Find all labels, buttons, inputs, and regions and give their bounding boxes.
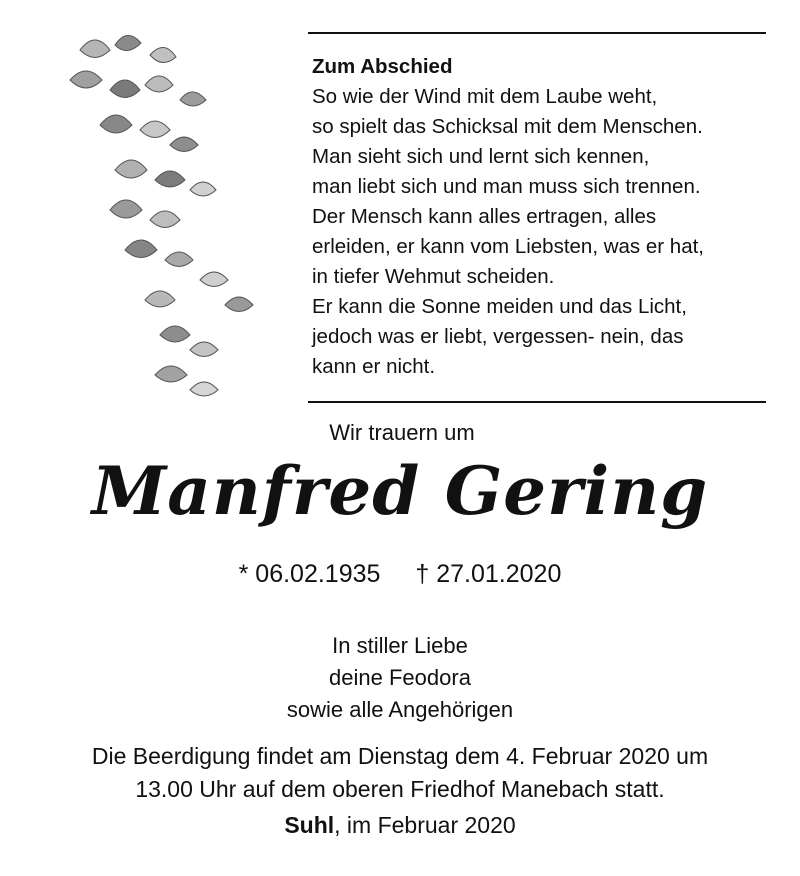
bottom-divider bbox=[308, 401, 766, 403]
poem-title: Zum Abschied bbox=[312, 55, 453, 78]
poem-line: Man sieht sich und lernt sich kennen, bbox=[312, 145, 650, 168]
place-date: , im Februar 2020 bbox=[334, 812, 516, 838]
birth-date: * 06.02.1935 bbox=[238, 560, 381, 588]
life-dates bbox=[0, 560, 800, 589]
mourners bbox=[0, 630, 800, 726]
funeral-line: Die Beerdigung findet am Dienstag dem 4. Februar 2020 um bbox=[91, 743, 709, 769]
intro-text: Wir trauern um bbox=[329, 420, 475, 445]
ivy-leaves-illustration bbox=[40, 20, 280, 410]
place-city: Suhl bbox=[284, 812, 335, 838]
poem-line: So wie der Wind mit dem Laube weht, bbox=[312, 85, 658, 108]
place-and-date bbox=[0, 812, 800, 839]
funeral-notice bbox=[0, 740, 800, 806]
poem-line: in tiefer Wehmut scheiden. bbox=[312, 265, 555, 288]
poem-line: jedoch was er liebt, vergessen- nein, das bbox=[312, 325, 684, 348]
closing-line: sowie alle Angehörigen bbox=[286, 697, 514, 722]
funeral-line: 13.00 Uhr auf dem oberen Friedhof Manebach statt. bbox=[135, 776, 665, 802]
poem-line: kann er nicht. bbox=[312, 355, 436, 378]
poem-line: Der Mensch kann alles ertragen, alles bbox=[312, 205, 657, 228]
poem bbox=[312, 52, 772, 382]
closing-line: In stiller Liebe bbox=[332, 633, 468, 658]
poem-line: Er kann die Sonne meiden und das Licht, bbox=[312, 295, 687, 318]
death-date: † 27.01.2020 bbox=[415, 560, 562, 588]
poem-line: man liebt sich und man muss sich trennen. bbox=[312, 175, 701, 198]
poem-line: erleiden, er kann vom Liebsten, was er hat, bbox=[312, 235, 704, 258]
poem-line: so spielt das Schicksal mit dem Menschen. bbox=[312, 115, 703, 138]
top-divider bbox=[308, 32, 766, 34]
deceased-name: Manfred Gering bbox=[91, 452, 709, 530]
closing-line: deine Feodora bbox=[329, 665, 471, 690]
